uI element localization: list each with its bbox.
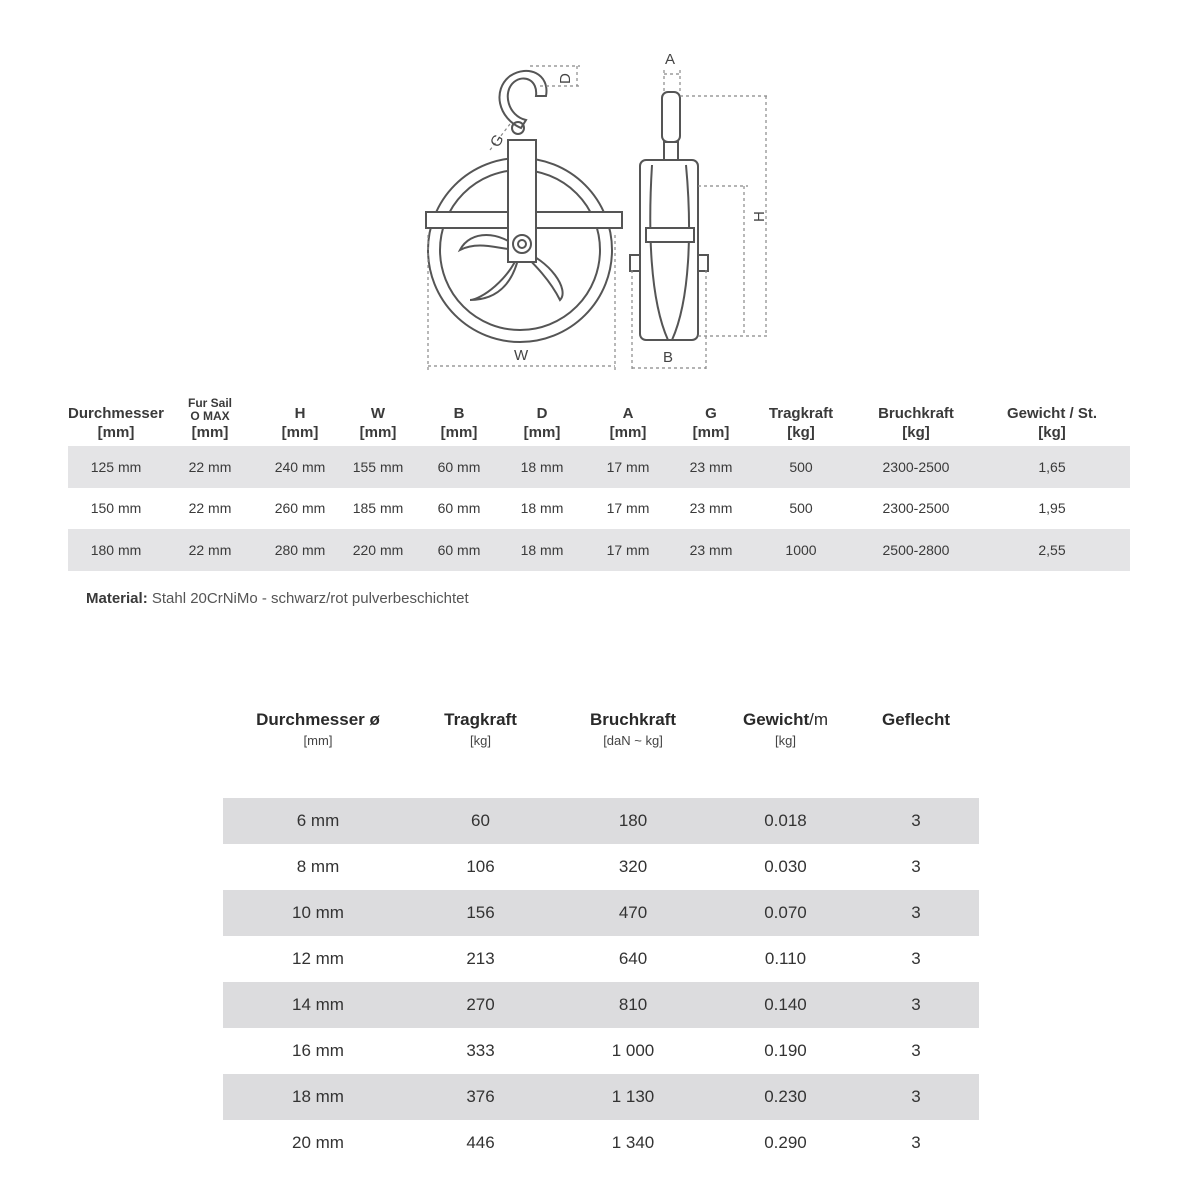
table-row [223,798,979,844]
table-cell: 320 [618,857,648,876]
table-cell: 3 [911,1133,921,1152]
table-cell: 23 mm [689,500,733,517]
table-cell: 8 mm [296,857,340,876]
table-cell: 0.110 [764,949,807,968]
table-cell: 0.030 [764,857,807,876]
table-cell: 1 130 [548,1074,718,1120]
dim-label-a: A [665,51,676,68]
table-cell: 60 mm [437,500,481,517]
table-cell: 20 mm [292,1133,344,1152]
col-header-gewicht: Gewicht/m [kg] [742,710,828,748]
table-cell: 156 [413,890,548,936]
table-cell: 3 [911,1041,921,1060]
table-cell: 17 mm [578,529,678,571]
table-cell: 23 mm [678,446,744,488]
table-cell: 180 mm [68,529,164,571]
hook-shape [499,71,546,128]
table-cell: 12 mm [292,949,344,968]
table-row [223,936,979,982]
col-header-a: A [mm] [609,405,647,441]
table-cell: 60 mm [412,529,506,571]
table-cell: 500 [744,446,858,488]
table-cell: 2500-2800 [858,529,974,571]
table-row [223,844,979,890]
col-header-bruchkraft: Bruchkraft [daN ~ kg] [590,710,676,748]
table-cell: 0.018 [718,798,853,844]
col-header-d: D [mm] [523,405,561,441]
material-label: Material: [86,590,148,607]
table-cell: 446 [466,1133,495,1152]
pulley-spec-table [68,388,1130,571]
table-cell: 0.070 [718,890,853,936]
table-cell: 18 mm [506,446,578,488]
table-cell: 220 mm [344,529,412,571]
table-cell: 376 [413,1074,548,1120]
col-header-g: G [mm] [692,405,730,441]
table-cell: 14 mm [223,982,413,1028]
table-row [223,1074,979,1120]
table-cell: 6 mm [223,798,413,844]
table-cell: 0.140 [718,982,853,1028]
side-axle-bar [646,228,694,242]
table-cell: 60 mm [412,446,506,488]
table-cell: 3 [853,1074,979,1120]
table-cell: 23 mm [678,529,744,571]
table-row [223,890,979,936]
table-cell: 60 [413,798,548,844]
rope-spec-table [223,704,979,1166]
col-header-geflecht: Geflecht [881,710,951,729]
pulley-table-header-row [68,388,1130,446]
table-row [223,1028,979,1074]
table-cell: 0.190 [764,1041,807,1060]
table-cell: 155 mm [344,446,412,488]
table-cell: 470 [548,890,718,936]
table-cell: 640 [618,949,648,968]
table-cell: 16 mm [292,1041,344,1060]
table-cell: 18 mm [520,500,564,517]
rope-table-header-row [223,704,979,798]
table-cell: 1,95 [1038,500,1066,517]
material-text: Stahl 20CrNiMo - schwarz/rot pulverbeschichtet [151,590,469,607]
side-neck [664,142,678,160]
dim-label-b: B [663,349,674,366]
table-cell: 240 mm [256,446,344,488]
table-cell: 2300-2500 [882,500,950,517]
pulley-technical-drawing [400,40,800,380]
table-cell: 3 [853,890,979,936]
table-cell: 2300-2500 [858,446,974,488]
table-cell: 810 [548,982,718,1028]
table-row [68,488,1130,530]
col-header-tragkraft: Tragkraft [kg] [768,405,834,441]
hook-swivel [512,122,524,134]
table-cell: 17 mm [606,500,650,517]
table-row [68,446,1130,488]
col-header-bruchkraft: Bruchkraft [kg] [878,405,954,441]
table-cell: 185 mm [352,500,404,517]
col-header-durchmesser: Durchmesser ø [mm] [256,710,380,748]
table-cell: 3 [853,982,979,1028]
dim-label-d: D [557,73,574,84]
table-cell: 18 mm [223,1074,413,1120]
table-cell: 3 [911,857,921,876]
dim-label-w: W [514,347,529,364]
table-cell: 333 [466,1041,495,1060]
table-cell: 3 [911,949,921,968]
col-header-w: W [mm] [359,405,397,441]
table-cell: 125 mm [68,446,164,488]
col-header-h: H [mm] [281,405,319,441]
material-note [86,590,469,607]
table-cell: 10 mm [223,890,413,936]
table-row [223,982,979,1028]
table-cell: 1000 [744,529,858,571]
side-nut-left [630,255,640,271]
table-cell: 22 mm [164,446,256,488]
table-cell: 22 mm [164,529,256,571]
col-header-b: B [mm] [440,405,478,441]
table-cell: 500 [789,500,813,517]
dim-label-g: G [486,131,508,151]
table-row [223,1120,979,1166]
table-cell: 106 [466,857,495,876]
table-cell: 18 mm [506,529,578,571]
table-cell: 260 mm [274,500,326,517]
col-header-tragkraft: Tragkraft [kg] [444,710,517,748]
table-cell: 0.290 [764,1133,807,1152]
side-top-swivel [662,92,680,142]
table-cell: 1 340 [611,1133,655,1152]
table-cell: 3 [853,798,979,844]
col-header-fur-sail: Fur Sail O MAX [mm] [187,396,232,441]
table-cell: 1 000 [611,1041,655,1060]
table-cell: 1,65 [974,446,1130,488]
dim-label-h: H [751,211,768,222]
table-cell: 280 mm [256,529,344,571]
col-header-gewicht: Gewicht / St. [kg] [1006,405,1097,441]
table-cell: 150 mm [90,500,142,517]
table-cell: 270 [413,982,548,1028]
table-row [68,529,1130,571]
side-nut-right [698,255,708,271]
table-cell: 213 [466,949,495,968]
table-cell: 17 mm [578,446,678,488]
table-cell: 2,55 [974,529,1130,571]
col-header-durchmesser: Durchmesser [mm] [68,405,164,441]
table-cell: 22 mm [188,500,232,517]
table-cell: 180 [548,798,718,844]
table-cell: 0.230 [718,1074,853,1120]
